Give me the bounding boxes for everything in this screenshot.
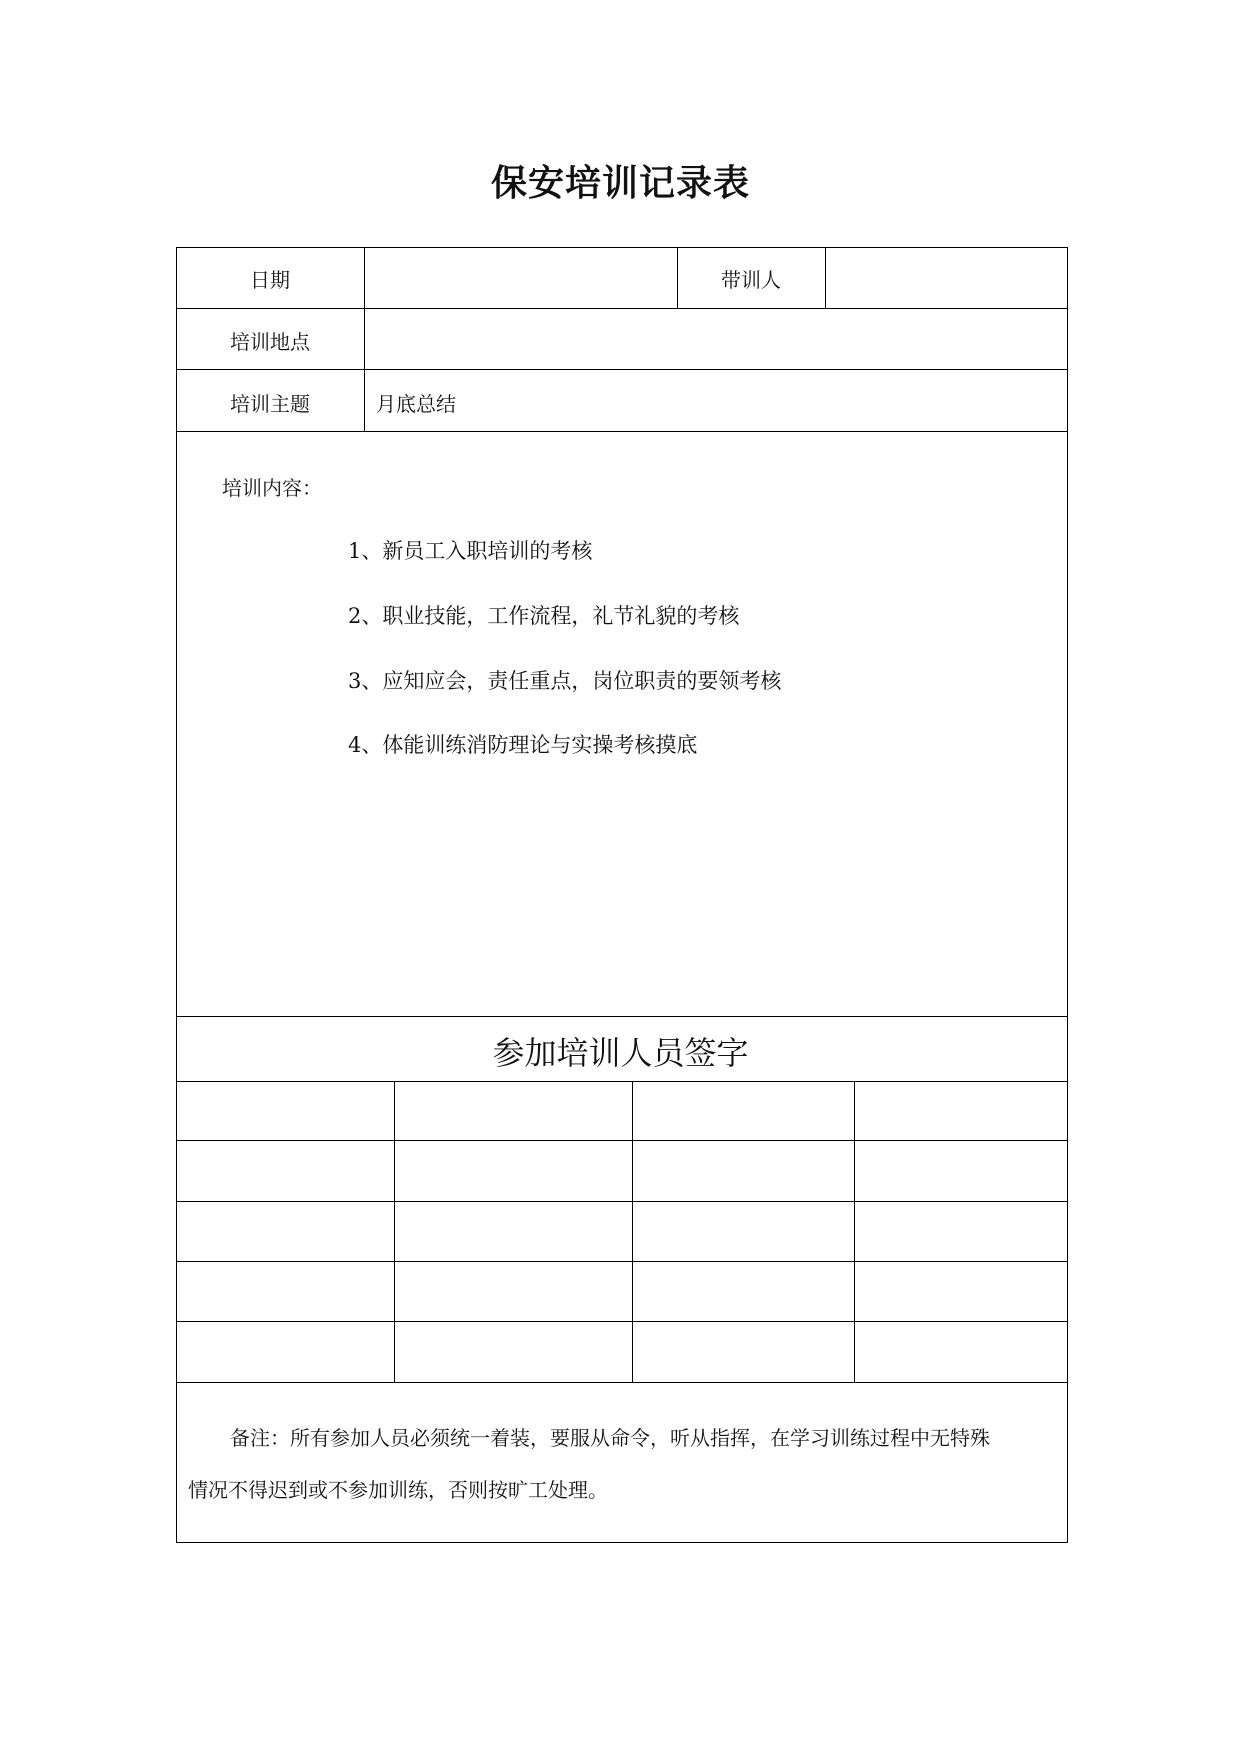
trainer-value[interactable]: [836, 264, 1056, 290]
content-item: 4、体能训练消防理论与实操考核摸底: [348, 733, 698, 757]
content-item: 3、应知应会，责任重点，岗位职责的要领考核: [348, 669, 782, 693]
row-divider: [176, 1201, 1068, 1202]
table-frame: [176, 247, 1068, 1543]
signature-cell[interactable]: [177, 1082, 393, 1140]
content-item: 1、新员工入职培训的考核: [348, 539, 593, 563]
location-label: 培训地点: [230, 330, 310, 354]
note-line: 情况不得迟到或不参加训练，否则按旷工处理。: [188, 1478, 608, 1502]
row-divider: [176, 1140, 1068, 1141]
column-divider: [825, 247, 826, 308]
row-divider: [176, 431, 1068, 432]
row-divider: [176, 1261, 1068, 1262]
topic-value[interactable]: 月底总结: [376, 392, 456, 416]
trainer-label: 带训人: [721, 268, 781, 292]
signature-cell[interactable]: [395, 1082, 631, 1140]
topic-label: 培训主题: [230, 392, 310, 416]
location-value[interactable]: [376, 326, 1056, 352]
signature-cell[interactable]: [855, 1082, 1067, 1140]
row-divider: [176, 1321, 1068, 1322]
document-title: 保安培训记录表: [490, 162, 750, 204]
date-value[interactable]: [376, 264, 666, 290]
row-divider: [176, 369, 1068, 370]
column-divider: [364, 247, 365, 431]
note-line: 备注：所有参加人员必须统一着装，要服从命令，听从指挥，在学习训练过程中无特殊: [230, 1426, 990, 1450]
date-label: 日期: [250, 268, 290, 292]
row-divider: [176, 308, 1068, 309]
signature-title: 参加培训人员签字: [492, 1034, 749, 1072]
row-divider: [176, 1382, 1068, 1383]
content-label: 培训内容：: [222, 476, 322, 500]
row-divider: [176, 1016, 1068, 1017]
signature-cell[interactable]: [633, 1082, 853, 1140]
content-item: 2、职业技能，工作流程，礼节礼貌的考核: [348, 604, 740, 628]
